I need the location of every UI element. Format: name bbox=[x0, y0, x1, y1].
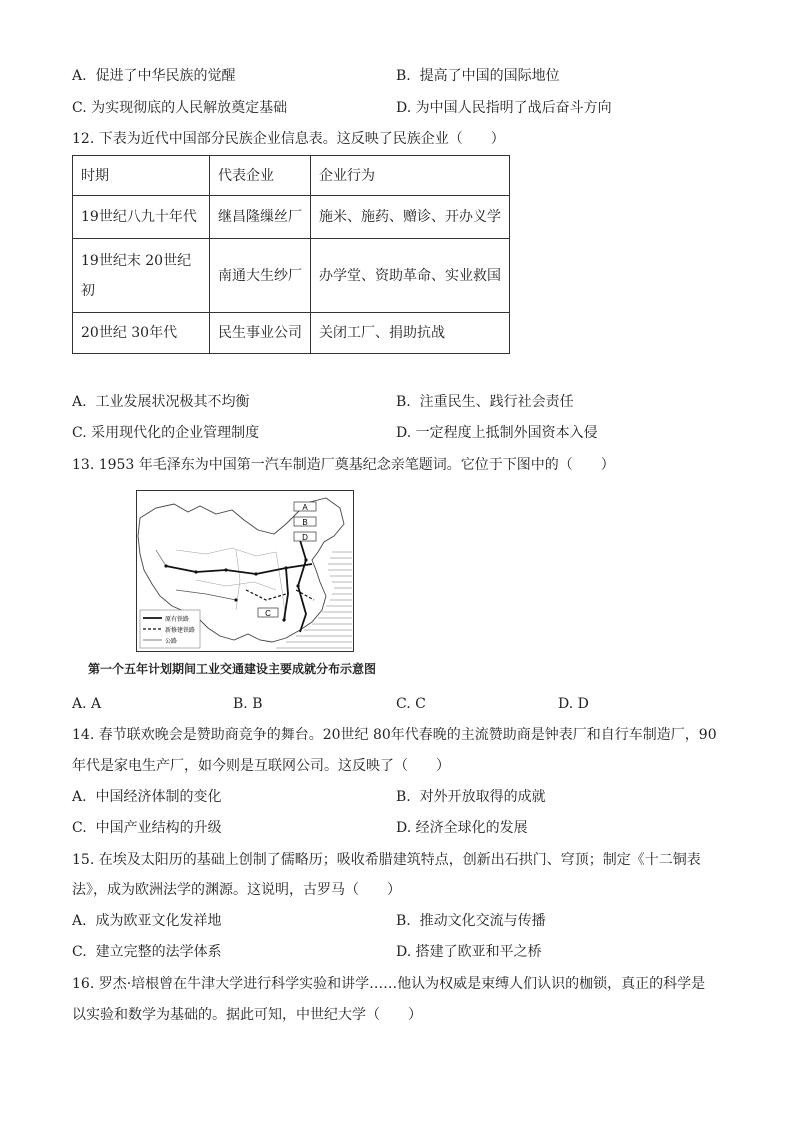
q11-option-c: C. 为实现彻底的人民解放奠定基础 bbox=[72, 100, 288, 116]
map-legend bbox=[140, 610, 200, 648]
table-cell: 南通大生纱厂 bbox=[210, 239, 311, 313]
map-svg bbox=[136, 490, 354, 652]
table-cell: 20世纪 30年代 bbox=[73, 313, 210, 354]
q15-stem-line-1: 15. 在埃及太阳历的基础上创制了儒略历；吸收希腊建筑特点，创新出石拱门、穹顶；制定《十二铜表 bbox=[72, 852, 701, 868]
q14-option-d: D. 经济全球化的发展 bbox=[396, 820, 528, 836]
table-row bbox=[73, 239, 510, 313]
q15-option-c: C. 建立完整的法学体系 bbox=[72, 944, 222, 960]
q13-option-d: D. D bbox=[558, 696, 589, 712]
table-row bbox=[73, 313, 510, 354]
table-header-row bbox=[73, 156, 510, 196]
q11-option-d: D. 为中国人民指明了战后奋斗方向 bbox=[396, 100, 612, 116]
q11-option-b: B. 提高了中国的国际地位 bbox=[396, 68, 560, 84]
q12-option-b: B. 注重民生、践行社会责任 bbox=[396, 394, 574, 410]
q13-stem: 13. 1953 年毛泽东为中国第一汽车制造厂奠基纪念亲笔题词。它位于下图中的（ ） bbox=[72, 457, 615, 473]
map-label-c: C bbox=[265, 609, 271, 618]
q14-stem-line-2: 年代是家电生产厂，如今则是互联网公司。这反映了（ ） bbox=[72, 758, 450, 774]
q16-stem-line-2: 以实验和数学为基础的。据此可知，中世纪大学（ ） bbox=[72, 1007, 422, 1023]
china-map-figure bbox=[136, 490, 354, 652]
table-header: 企业行为 bbox=[311, 156, 510, 196]
legend-new-railway: 新修建铁路 bbox=[165, 627, 196, 634]
q12-option-a: A. 工业发展状况极其不均衡 bbox=[72, 394, 250, 410]
q13-option-a: A. A bbox=[72, 696, 102, 712]
q14-option-c: C. 中国产业结构的升级 bbox=[72, 820, 222, 836]
table-cell: 19世纪八九十年代 bbox=[73, 196, 210, 239]
table-cell: 办学堂、资助革命、实业救国 bbox=[311, 239, 510, 313]
map-label-b: B bbox=[302, 518, 308, 527]
table-cell: 继昌隆缫丝厂 bbox=[210, 196, 311, 239]
q15-stem-line-2: 法》，成为欧洲法学的渊源。这说明，古罗马（ ） bbox=[72, 882, 401, 898]
q15-option-d: D. 搭建了欧亚和平之桥 bbox=[396, 944, 542, 960]
q12-option-d: D. 一定程度上抵制外国资本入侵 bbox=[396, 425, 598, 441]
legend-highway: 公路 bbox=[165, 638, 178, 645]
table-row bbox=[73, 196, 510, 239]
q12-stem: 12. 下表为近代中国部分民族企业信息表。这反映了民族企业（ ） bbox=[72, 131, 505, 147]
table-cell: 关闭工厂、捐助抗战 bbox=[311, 313, 510, 354]
table-cell: 19世纪末 20世纪初 bbox=[73, 239, 210, 313]
map-caption: 第一个五年计划期间工业交通建设主要成就分布示意图 bbox=[88, 662, 377, 676]
q15-option-b: B. 推动文化交流与传播 bbox=[396, 913, 546, 929]
q16-stem-line-1: 16. 罗杰·培根曾在牛津大学进行科学实验和讲学……他认为权威是束缚人们认识的枷锁，真正的科学是 bbox=[72, 976, 706, 992]
legend-old-railway: 原有铁路 bbox=[165, 616, 190, 623]
enterprise-table bbox=[72, 155, 510, 354]
q13-option-b: B. B bbox=[233, 696, 263, 712]
table-header: 代表企业 bbox=[210, 156, 311, 196]
q12-option-c: C. 采用现代化的企业管理制度 bbox=[72, 425, 260, 441]
map-label-d: D bbox=[302, 533, 308, 542]
q11-option-a: A. 促进了中华民族的觉醒 bbox=[72, 68, 236, 84]
q14-stem-line-1: 14. 春节联欢晚会是赞助商竞争的舞台。20世纪 80年代春晚的主流赞助商是钟表厂和自行车制造厂，90 bbox=[72, 727, 717, 743]
table-header: 时期 bbox=[73, 156, 210, 196]
q14-option-a: A. 中国经济体制的变化 bbox=[72, 789, 222, 805]
q13-option-c: C. C bbox=[396, 696, 426, 712]
q14-option-b: B. 对外开放取得的成就 bbox=[396, 789, 546, 805]
table-cell: 施米、施药、赠诊、开办义学 bbox=[311, 196, 510, 239]
q15-option-a: A. 成为欧亚文化发祥地 bbox=[72, 913, 222, 929]
map-label-a: A bbox=[302, 503, 308, 512]
table-cell: 民生事业公司 bbox=[210, 313, 311, 354]
